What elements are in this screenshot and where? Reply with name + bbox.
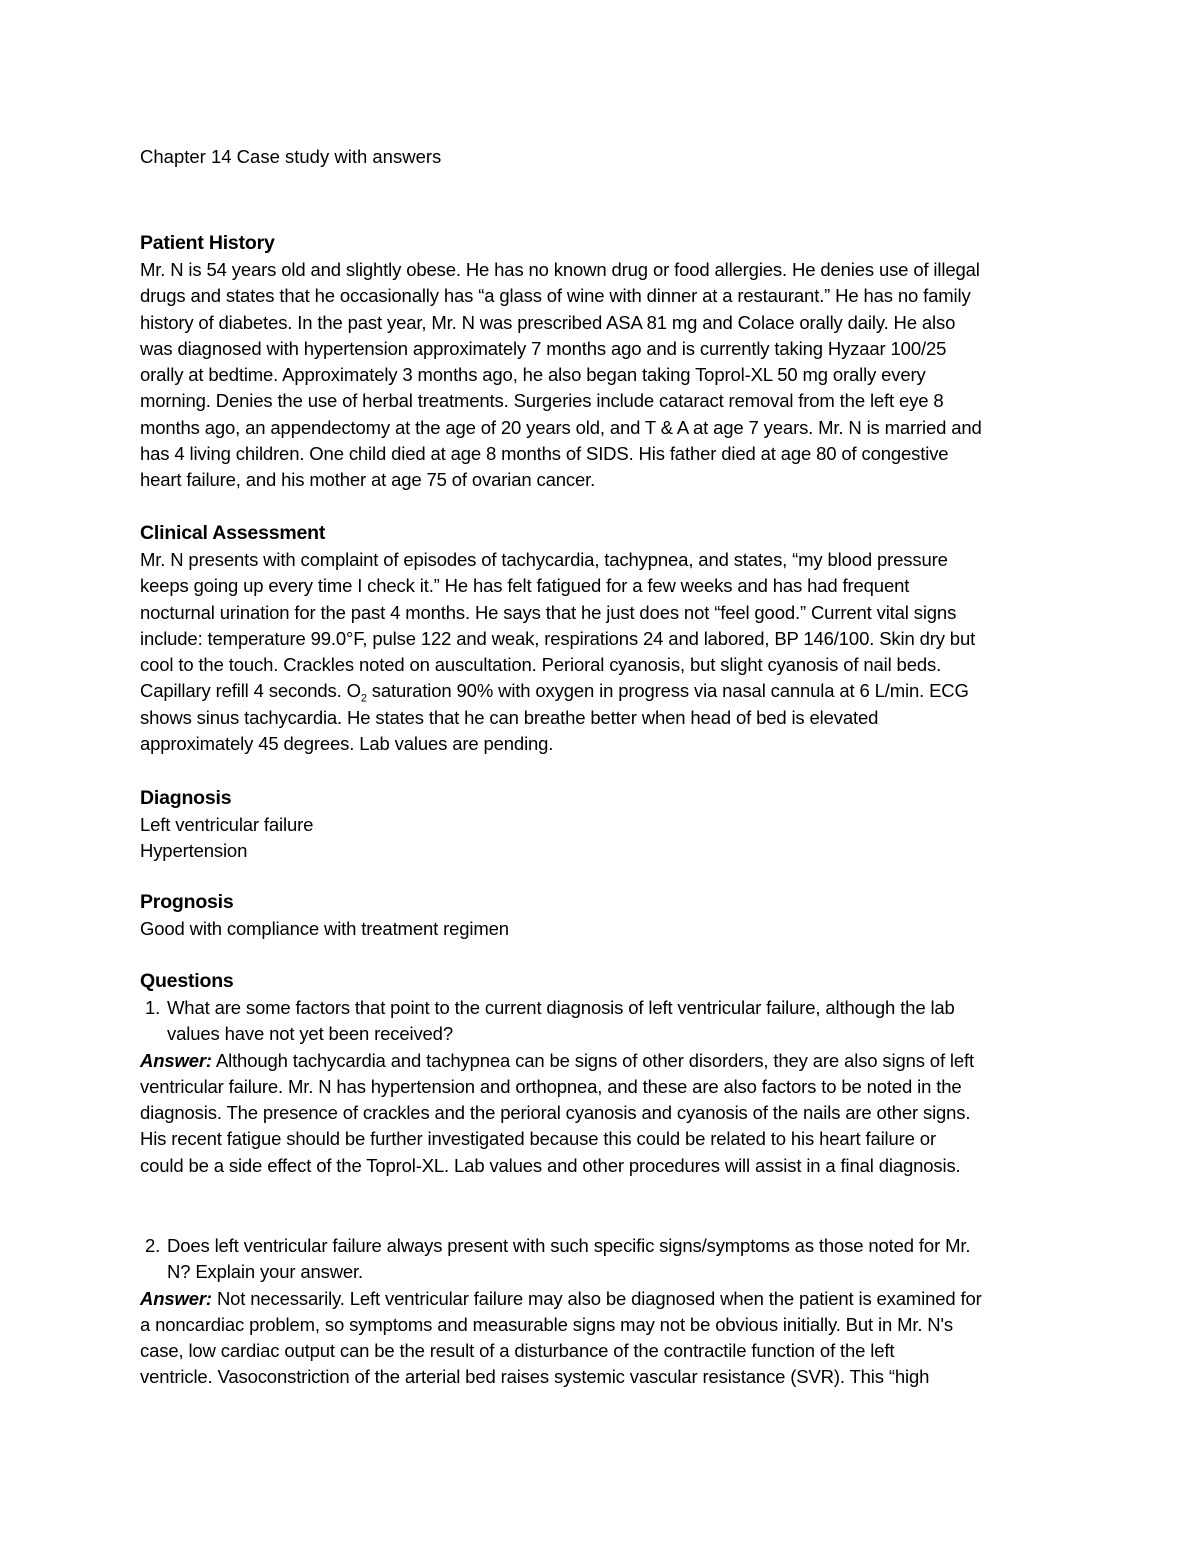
- text-line: [140, 678, 1065, 704]
- question-number: 2.: [145, 1235, 161, 1256]
- text-line: cool to the touch. Crackles noted on auscultation. Perioral cyanosis, but slight cyanosis of nail beds.: [140, 654, 942, 676]
- answer-1: [140, 1048, 1065, 1179]
- answer-2: [140, 1286, 1065, 1391]
- text-line: morning. Denies the use of herbal treatments. Surgeries include cataract removal from the left eye 8: [140, 390, 944, 412]
- question-2-section: [140, 1233, 1065, 1391]
- prognosis-text: [140, 916, 1065, 942]
- question-line: values have not yet been received?: [167, 1023, 453, 1045]
- prognosis-section: [140, 888, 1065, 942]
- text-segment: saturation 90% with oxygen in progress via nasal cannula at 6 L/min. ECG: [366, 680, 969, 702]
- document-title: Chapter 14 Case study with answers: [140, 146, 442, 167]
- text-line: nocturnal urination for the past 4 months. He says that he just does not “feel good.” Current vital signs: [140, 601, 957, 623]
- answer-line: ventricular failure. Mr. N has hypertension and orthopnea, and these are also factors to be noted in the: [140, 1075, 962, 1097]
- diagnosis-item: Left ventricular failure: [140, 814, 314, 835]
- patient-history-section: [140, 229, 1065, 494]
- questions-section: [140, 967, 1065, 1179]
- answer-line: a noncardiac problem, so symptoms and measurable signs may not be obvious initially. But in Mr. N's: [140, 1313, 953, 1335]
- question-2: [140, 1233, 1065, 1286]
- text-line: keeps going up every time I check it.” He has felt fatigued for a few weeks and has had frequent: [140, 575, 910, 597]
- text-segment: Not necessarily. Left ventricular failure may also be diagnosed when the patient is examined for: [211, 1287, 982, 1309]
- clinical-assessment-text: [140, 547, 1065, 757]
- diagnosis-heading: Diagnosis: [140, 787, 232, 809]
- question-line: Does left ventricular failure always present with such specific signs/symptoms as those noted for Mr.: [167, 1235, 971, 1256]
- text-line: shows sinus tachycardia. He states that he can breathe better when head of bed is elevated: [140, 706, 879, 728]
- diagnosis-item: Hypertension: [140, 840, 248, 862]
- text-line: history of diabetes. In the past year, Mr. N was prescribed ASA 81 mg and Colace orally daily. He also: [140, 311, 956, 333]
- text-segment: Capillary refill 4 seconds.: [140, 680, 342, 702]
- answer-label: Answer:: [140, 1049, 212, 1071]
- prognosis-heading: Prognosis: [140, 891, 234, 913]
- text-line: Good with compliance with treatment regimen: [140, 918, 509, 939]
- question-line: What are some factors that point to the current diagnosis of left ventricular failure, although the lab: [167, 997, 955, 1018]
- patient-history-heading: Patient History: [140, 232, 275, 254]
- clinical-assessment-section: [140, 519, 1065, 757]
- text-segment: Although tachycardia and tachypnea can be signs of other disorders, they are also signs of left: [211, 1049, 975, 1071]
- clinical-assessment-heading: Clinical Assessment: [140, 522, 326, 544]
- answer-line: case, low cardiac output can be the result of a disturbance of the contractile function of the left: [140, 1340, 895, 1362]
- answer-line: [140, 1048, 1065, 1074]
- answer-line: ventricle. Vasoconstriction of the arterial bed raises systemic vascular resistance (SVR). This “high: [140, 1366, 930, 1388]
- question-line: N? Explain your answer.: [167, 1261, 364, 1283]
- o2-subscript: 2: [360, 693, 367, 706]
- answer-line: [140, 1286, 1065, 1312]
- text-line: drugs and states that he occasionally has “a glass of wine with dinner at a restaurant.” He has no family: [140, 285, 971, 307]
- text-line: orally at bedtime. Approximately 3 months ago, he also began taking Toprol-XL 50 mg orally every: [140, 364, 926, 386]
- answer-line: His recent fatigue should be further investigated because this could be related to his heart failure or: [140, 1128, 936, 1150]
- patient-history-text: [140, 257, 1065, 494]
- diagnosis-list: [140, 812, 1065, 865]
- text-line: Mr. N is 54 years old and slightly obese. He has no known drug or food allergies. He denies use of illegal: [140, 259, 980, 280]
- o2-symbol: O: [346, 680, 361, 702]
- answer-line: could be a side effect of the Toprol-XL. Lab values and other procedures will assist in a final diagnosis.: [140, 1154, 961, 1176]
- text-line: was diagnosed with hypertension approximately 7 months ago and is currently taking Hyzaar 100/25: [140, 337, 947, 359]
- diagnosis-section: [140, 784, 1065, 865]
- text-line: has 4 living children. One child died at age 8 months of SIDS. His father died at age 80 of congestive: [140, 443, 949, 465]
- answer-label: Answer:: [140, 1287, 212, 1309]
- text-line: include: temperature 99.0°F, pulse 122 and weak, respirations 24 and labored, BP 146/100. Skin dry but: [140, 627, 976, 649]
- text-line: Mr. N presents with complaint of episodes of tachycardia, tachypnea, and states, “my blood pressure: [140, 549, 948, 570]
- text-line: approximately 45 degrees. Lab values are pending.: [140, 733, 554, 755]
- text-line: heart failure, and his mother at age 75 of ovarian cancer.: [140, 469, 596, 491]
- question-1: [140, 995, 1065, 1048]
- question-number: 1.: [145, 997, 161, 1018]
- text-line: months ago, an appendectomy at the age of 20 years old, and T & A at age 7 years. Mr. N is married and: [140, 416, 982, 438]
- questions-heading: Questions: [140, 970, 234, 992]
- answer-line: diagnosis. The presence of crackles and the perioral cyanosis and cyanosis of the nails are other signs.: [140, 1102, 971, 1124]
